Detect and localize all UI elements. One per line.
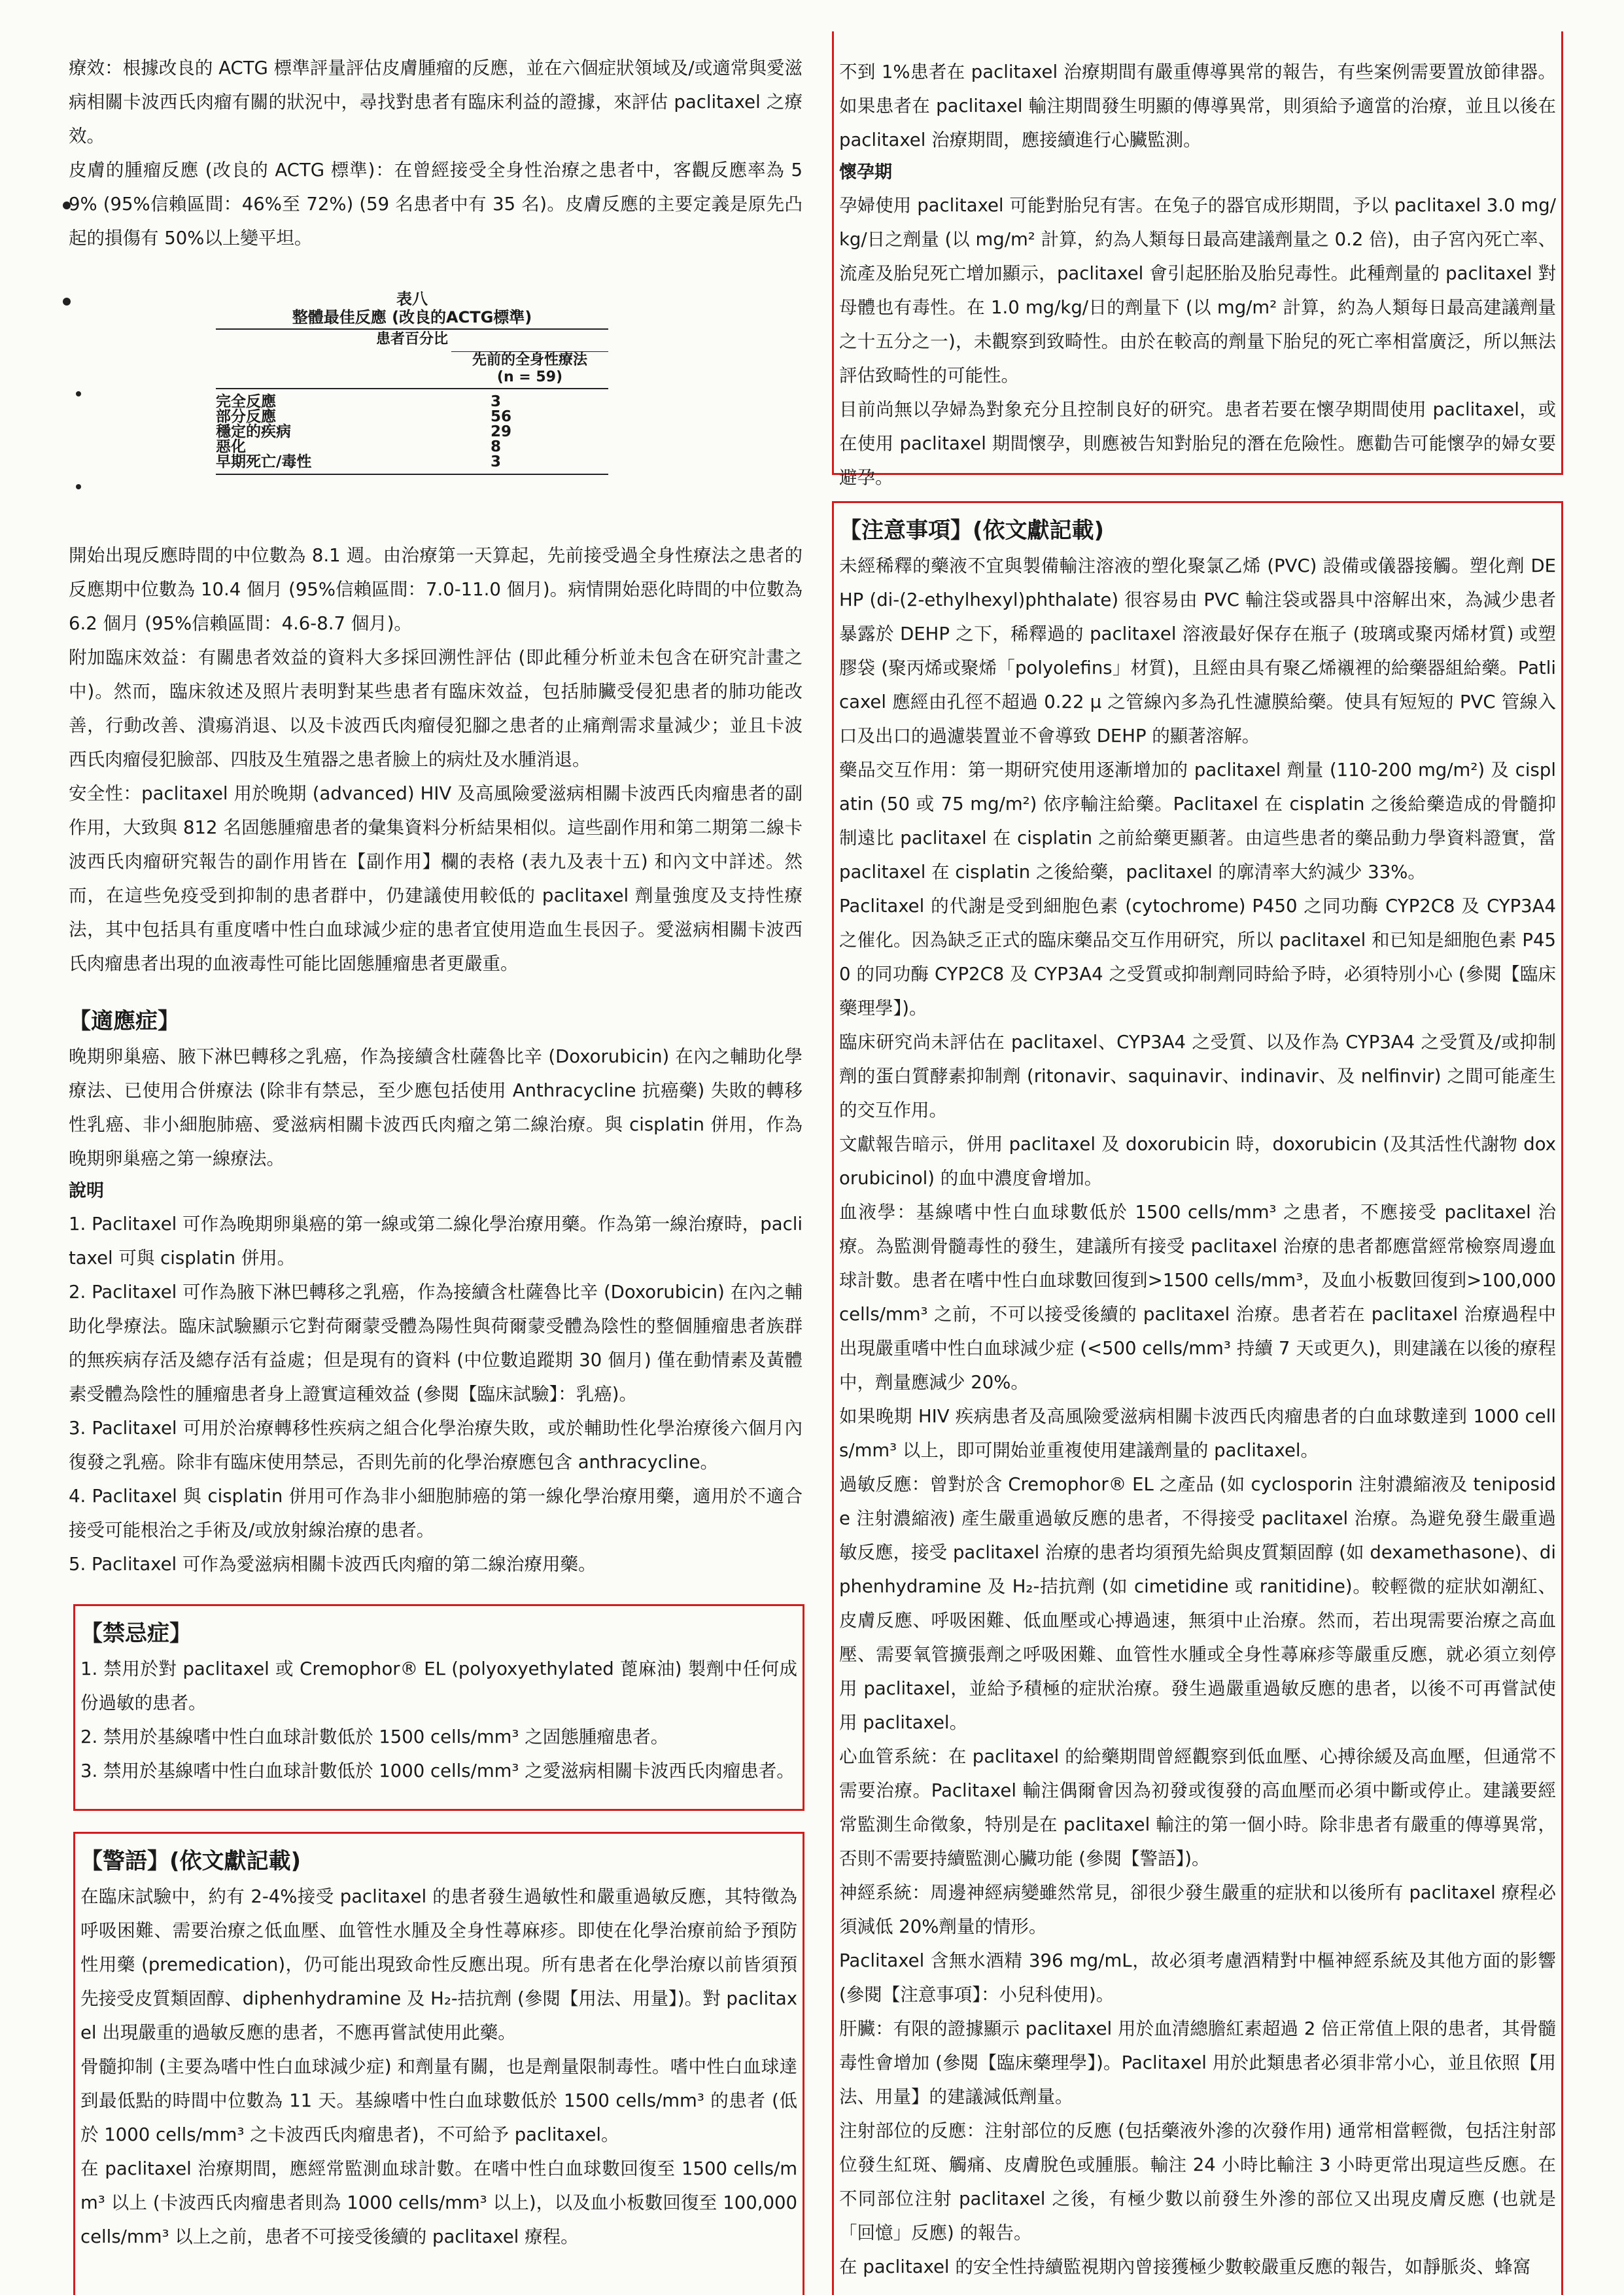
contraindication-item: 3. 禁用於基線嗜中性白血球計數低於 1000 cells/mm³ 之愛滋病相關卡波西氏肉瘤患者。 <box>80 1761 795 1781</box>
warnings-paragraph: 在 paclitaxel 治療期間，應經常監測血球計數。在嗜中性白血球數回復至 1500 cells/mm³ 以上 (卡波西氏肉瘤患者則為 1000 cells/mm³ 以上)，以及血小板數回復至 100,000 cells/mm³ 以上之前，患者不可接受後續的 paclitaxel 療程。 <box>80 2158 797 2247</box>
precautions-paragraph: 心血管系統：在 paclitaxel 的給藥期間曾經觀察到低血壓、心搏徐緩及高血壓，但通常不需要治療。Paclitaxel 輸注偶爾會因為初發或復發的高血壓而必須中斷或停止。建議要經常監測生命徵象，特別是在 paclitaxel 輸注的第一個小時。除非患者有嚴重的傳導異常，否則不需要持續監測心臟功能 (參閱【警語】)。 <box>839 1746 1556 1869</box>
table-row <box>216 455 608 470</box>
precautions-paragraph: 文獻報告暗示，併用 paclitaxel 及 doxorubicin 時，doxorubicin (及其活性代謝物 doxorubicinol) 的血中濃度會增加。 <box>839 1134 1556 1189</box>
pregnancy-paragraph: 孕婦使用 paclitaxel 可能對胎兒有害。在兔子的器官成形期間，予以 paclitaxel 3.0 mg/kg/日之劑量 (以 mg/m² 計算，約為人類每日最高建議劑量之 0.2 倍)，由子宮內死亡率、流產及胎兒死亡增加顯示，paclitaxel 會引起胚胎及胎兒毒性。此種劑量的 paclitaxel 對母體也有毒性。在 1.0 mg/kg/日的劑量下 (以 mg/m² 計算，約為人類每日最高建議劑量之十五分之一)，未觀察到致畸性。由於在較高的劑量下胎兒的死亡率相當廣泛，所以無法評估致畸性的可能性。 <box>839 195 1556 386</box>
table-rule <box>216 474 608 475</box>
precautions-paragraph: 肝臟：有限的證據顯示 paclitaxel 用於血清總膽紅素超過 2 倍正常值上限的患者，其骨髓毒性會增加 (參閱【臨床藥理學】)。Paclitaxel 用於此類患者必須非常小心，並且依照【用法、用量】的建議減低劑量。 <box>839 2018 1556 2107</box>
table-subtitle: 整體最佳反應 (改良的ACTG標準) <box>292 308 532 326</box>
precautions-paragraph: 在 paclitaxel 的安全性持續監視期內曾接獲極少數較嚴重反應的報告，如靜脈炎、蜂窩 <box>839 2256 1531 2277</box>
left-column <box>69 51 803 255</box>
efficacy-paragraph: 療效：根據改良的 ACTG 標準評量評估皮膚腫瘤的反應，並在六個症狀領域及/或適常與愛滋病相關卡波西氏肉瘤有關的狀況中，尋找對患者有臨床利益的證據，來評估 paclitaxel 之療效。 <box>69 58 803 147</box>
indication-item: 1. Paclitaxel 可作為晚期卵巢癌的第一線或第二線化學治療用藥。作為第一線治療時，paclitaxel 可與 cisplatin 併用。 <box>69 1214 803 1269</box>
conduction-paragraph: 不到 1%患者在 paclitaxel 治療期間有嚴重傳導異常的報告，有些案例需要置放節律器。如果患者在 paclitaxel 輸注期間發生明顯的傳導異常，則須給予適當的治療，並且以後在 paclitaxel 治療期間，應接續進行心臟監測。 <box>839 61 1556 150</box>
warnings-heading: 【警語】(依文獻記載) <box>80 1848 302 1874</box>
precautions-paragraph: 過敏反應：曾對於含 Cremophor® EL 之產品 (如 cyclosporin 注射濃縮液及 teniposide 注射濃縮液) 產生嚴重過敏反應的患者，不得接受 paclitaxel 治療。為避免發生嚴重過敏反應，接受 paclitaxel 治療的患者均須預先給與皮質類固醇 (如 dexamethasone)、diphenhydramine 及 H₂-拮抗劑 (如 cimetidine 或 ranitidine)。較輕微的症狀如潮紅、皮膚反應、呼吸困難、低血壓或心搏過速，無須中止治療。然而，若出現需要治療之高血壓、需要氧管擴張劑之呼吸困難、血管性水腫或全身性蕁麻疹等嚴重反應，就必須立刻停用 paclitaxel，並給予積極的症狀治療。發生過嚴重過敏反應的患者，以後不可再嘗試使用 paclitaxel。 <box>839 1474 1556 1733</box>
warnings-paragraph: 在臨床試驗中，約有 2-4%接受 paclitaxel 的患者發生過敏性和嚴重過敏反應，其特徵為呼吸困難、需要治療之低血壓、血管性水腫及全身性蕁麻疹。即使在化學治療前給予預防性用藥 (premedication)，仍可能出現致命性反應出現。所有患者在化學治療以前皆須預先接受皮質類固醇、diphenhydramine 及 H₂-拮抗劑 (參閱【用法、用量】)。對 paclitaxel 出現嚴重的過敏反應的患者，不應再嘗試使用此藥。 <box>80 1886 797 2043</box>
safety-paragraph: 安全性：paclitaxel 用於晚期 (advanced) HIV 及高風險愛滋病相關卡波西氏肉瘤患者的副作用，大致與 812 名固態腫瘤患者的彙集資料分析結果相似。這些副作用和第二期第二線卡波西氏肉瘤研究報告的副作用皆在【副作用】欄的表格 (表九及表十五) 和內文中詳述。然而，在這些免疫受到抑制的患者群中，仍建議使用較低的 paclitaxel 劑量強度及支持性療法，其中包括具有重度嗜中性白血球減少症的患者宜使用造血生長因子。愛滋病相關卡波西氏肉瘤患者出現的血液毒性可能比固態腫瘤患者更嚴重。 <box>69 783 803 974</box>
indication-item: 5. Paclitaxel 可作為愛滋病相關卡波西氏肉瘤的第二線治療用藥。 <box>69 1554 596 1575</box>
contraindications-box <box>73 1604 804 1811</box>
precautions-paragraph: 神經系統：周邊神經病變雖然常見，卻很少發生嚴重的症狀和以後所有 paclitaxel 療程必須減低 20%劑量的情形。 <box>839 1882 1556 1937</box>
table-row-label: 惡化 <box>216 438 246 455</box>
scan-dot <box>76 391 81 396</box>
table-column-head-n: (n = 59) <box>496 369 563 385</box>
precautions-paragraph: 臨床研究尚未評估在 paclitaxel、CYP3A4 之受質、以及作為 CYP3A4 之受質及/或抑制劑的蛋白質酵素抑制劑 (ritonavir、saquinavir、indinavir、及 nelfinvir) 之間可能產生的交互作用。 <box>839 1032 1556 1121</box>
contraindication-item: 2. 禁用於基線嗜中性白血球計數低於 1500 cells/mm³ 之固態腫瘤患者。 <box>80 1726 669 1747</box>
indication-item: 2. Paclitaxel 可作為腋下淋巴轉移之乳癌，作為接續含杜薩魯比辛 (Doxorubicin) 在內之輔助化學療法。臨床試驗顯示它對荷爾蒙受體為陽性與荷爾蒙受體為陰性的整個腫瘤患者族群的無疾病存活及總存活有益處；但是現有的資料 (中位數追蹤期 30 個月) 僅在動情素及黃體素受體為陰性的腫瘤患者身上證實這種效益 (參閱【臨床試驗】：乳癌)。 <box>69 1282 803 1405</box>
table-row-value: 3 <box>491 453 502 470</box>
additional-benefit-paragraph: 附加臨床效益：有關患者效益的資料大多採回溯性評估 (即此種分析並未包含在研究計畫之中)。然而，臨床敘述及照片表明對某些患者有臨床效益，包括肺臟受侵犯患者的肺功能改善，行動改善、潰瘍消退、以及卡波西氏肉瘤侵犯腳之患者的止痛劑需求量減少；並且卡波西氏肉瘤侵犯臉部、四肢及生殖器之患者臉上的病灶及水腫消退。 <box>69 647 803 770</box>
table-row-label: 部分反應 <box>216 408 276 425</box>
table-row-value: 3 <box>491 393 502 410</box>
table-rule <box>216 388 608 389</box>
precautions-paragraph: 血液學：基線嗜中性白血球數低於 1500 cells/mm³ 之患者，不應接受 paclitaxel 治療。為監測骨髓毒性的發生，建議所有接受 paclitaxel 治療的患者都應當經常檢察周邊血球計數。患者在嗜中性白血球數回復到>1500 cells/mm³，及血小板數回復到>100,000 cells/mm³ 之前，不可以接受後續的 paclitaxel 治療。患者若在 paclitaxel 治療過程中出現嚴重嗜中性白血球減少症 (<500 cells/mm³ 持續 7 天或更久)，則建議在以後的療程中，劑量應減少 20%。 <box>839 1202 1556 1393</box>
scan-dot <box>76 484 81 489</box>
contraindications-heading: 【禁忌症】 <box>80 1621 192 1647</box>
indication-item: 4. Paclitaxel 與 cisplatin 併用可作為非小細胞肺癌的第一線化學治療用藥，適用於不適合接受可能根治之手術及/或放射線治療的患者。 <box>69 1486 803 1541</box>
skin-tumor-response-paragraph: 皮膚的腫瘤反應 (改良的 ACTG 標準)：在曾經接受全身性治療之患者中，客觀反應率為 59% (95%信賴區間：46%至 72%) (59 名患者中有 35 名)。皮膚反應的主要定義是原先凸起的損傷有 50%以上變平坦。 <box>69 160 803 249</box>
warnings-box <box>73 1832 804 2295</box>
table-row <box>216 410 608 425</box>
precautions-paragraph: 藥品交互作用：第一期研究使用逐漸增加的 paclitaxel 劑量 (110-200 mg/m²) 及 cisplatin (50 或 75 mg/m²) 依序輸注給藥。Paclitaxel 在 cisplatin 之後給藥造成的骨髓抑制遠比 paclitaxel 在 cisplatin 之前給藥更顯著。由這些患者的藥品動力學資料證實，當 paclitaxel 在 cisplatin 之後給藥，paclitaxel 的廓清率大約減少 33%。 <box>839 760 1556 883</box>
table-unit: 患者百分比 <box>375 331 448 347</box>
table-row <box>216 440 608 455</box>
precautions-heading: 【注意事項】(依文獻記載) <box>839 517 1105 544</box>
explanation-heading: 說明 <box>69 1181 104 1201</box>
table-row-label: 早期死亡/毒性 <box>216 453 312 470</box>
table-body <box>216 394 608 470</box>
pregnancy-paragraph: 目前尚無以孕婦為對象充分且控制良好的研究。患者若要在懷孕期間使用 paclitaxel，或在使用 paclitaxel 期間懷孕，則應被告知對胎兒的潛在危險性。應勸告可能懷孕的婦女要避孕。 <box>839 399 1556 488</box>
scan-dot <box>63 298 71 306</box>
response-time-paragraph: 開始出現反應時間的中位數為 8.1 週。由治療第一天算起，先前接受過全身性療法之患者的反應期中位數為 10.4 個月 (95%信賴區間：7.0-11.0 個月)。病情開始惡化時間的中位數為 6.2 個月 (95%信賴區間：4.6-8.7 個月)。 <box>69 545 803 634</box>
table-row-label: 完全反應 <box>216 393 276 410</box>
precautions-paragraph: 未經稀釋的藥液不宜與製備輸注溶液的塑化聚氯乙烯 (PVC) 設備或儀器接觸。塑化劑 DEHP (di-(2-ethylhexyl)phthalate) 很容易由 PVC 輸注袋或器具中溶解出來，為減少患者暴露於 DEHP 之下，稀釋過的 paclitaxel 溶液最好保存在瓶子 (玻璃或聚丙烯材質) 或塑膠袋 (聚丙烯或聚烯「polyolefins」材質)，且經由具有聚乙烯襯裡的給藥器組給藥。Patlicaxel 應經由孔徑不超過 0.22 μ 之管線內多為孔性濾膜給藥。使具有短短的 PVC 管線入口及出口的過濾裝置並不會導致 DEHP 的顯著溶解。 <box>839 555 1557 746</box>
table-title: 表八 <box>396 290 428 308</box>
precautions-paragraph: 如果晚期 HIV 疾病患者及高風險愛滋病相關卡波西氏肉瘤患者的白血球數達到 1000 cells/mm³ 以上，即可開始並重複使用建議劑量的 paclitaxel。 <box>839 1406 1556 1461</box>
pregnancy-heading: 懷孕期 <box>839 162 892 183</box>
precautions-paragraph: Paclitaxel 含無水酒精 396 mg/mL，故必須考慮酒精對中樞神經系統及其他方面的影響 (參閱【注意事項】：小兒科使用)。 <box>839 1950 1556 2005</box>
precautions-paragraph: Paclitaxel 的代謝是受到細胞色素 (cytochrome) P450 之同功酶 CYP2C8 及 CYP3A4 之催化。因為缺乏正式的臨床藥品交互作用研究，所以 paclitaxel 和已知是細胞色素 P450 的同功酶 CYP2C8 及 CYP3A4 之受質或抑制劑同時給予時，必須特別小心 (參閱【臨床藥理學】)。 <box>839 896 1556 1019</box>
table-row-value: 29 <box>491 423 512 440</box>
table-row <box>216 425 608 440</box>
table-row <box>216 394 608 410</box>
indication-paragraph: 晚期卵巢癌、腋下淋巴轉移之乳癌，作為接續含杜薩魯比辛 (Doxorubicin) 在內之輔助化學療法、已使用合併療法 (除非有禁忌，至少應包括使用 Anthracycline 抗癌藥) 失敗的轉移性乳癌、非小細胞肺癌、愛滋病相關卡波西氏肉瘤之第二線治療。與 cisplatin 併用，作為晚期卵巢癌之第一線療法。 <box>69 1046 803 1169</box>
table-row-value: 56 <box>491 408 512 425</box>
warnings-paragraph: 骨髓抑制 (主要為嗜中性白血球減少症) 和劑量有關，也是劑量限制毒性。嗜中性白血球達到最低點的時間中位數為 11 天。基線嗜中性白血球數低於 1500 cells/mm³ 的患者 (低於 1000 cells/mm³ 之卡波西氏肉瘤患者)，不可給予 paclitaxel。 <box>80 2056 797 2145</box>
left-column-lower <box>69 538 803 1581</box>
precautions-box <box>832 501 1563 2295</box>
table-row-value: 8 <box>491 438 502 455</box>
indication-heading: 【適應症】 <box>69 1008 180 1034</box>
contraindication-item: 1. 禁用於對 paclitaxel 或 Cremophor® EL (polyoxyethylated 蓖麻油) 製劑中任何成份過敏的患者。 <box>80 1658 797 1713</box>
indication-item: 3. Paclitaxel 可用於治療轉移性疾病之組合化學治療失敗，或於輔助性化學治療後六個月內復發之乳癌。除非有臨床使用禁忌，否則先前的化學治療應包含 anthracycline。 <box>69 1418 803 1473</box>
table-row-label: 穩定的疾病 <box>216 423 291 440</box>
table-8 <box>216 290 608 475</box>
warnings-continued-box <box>832 31 1563 488</box>
table-column-head: 先前的全身性療法 <box>472 352 587 368</box>
precautions-paragraph: 注射部位的反應：注射部位的反應 (包括藥液外滲的次發作用) 通常相當輕微，包括注射部位發生紅斑、觸痛、皮膚脫色或腫脹。輸注 24 小時比輸注 3 小時更常出現這些反應。在不同部位注射 paclitaxel 之後，有極少數以前發生外滲的部位又出現皮膚反應 (也就是「回憶」反應) 的報告。 <box>839 2120 1556 2243</box>
